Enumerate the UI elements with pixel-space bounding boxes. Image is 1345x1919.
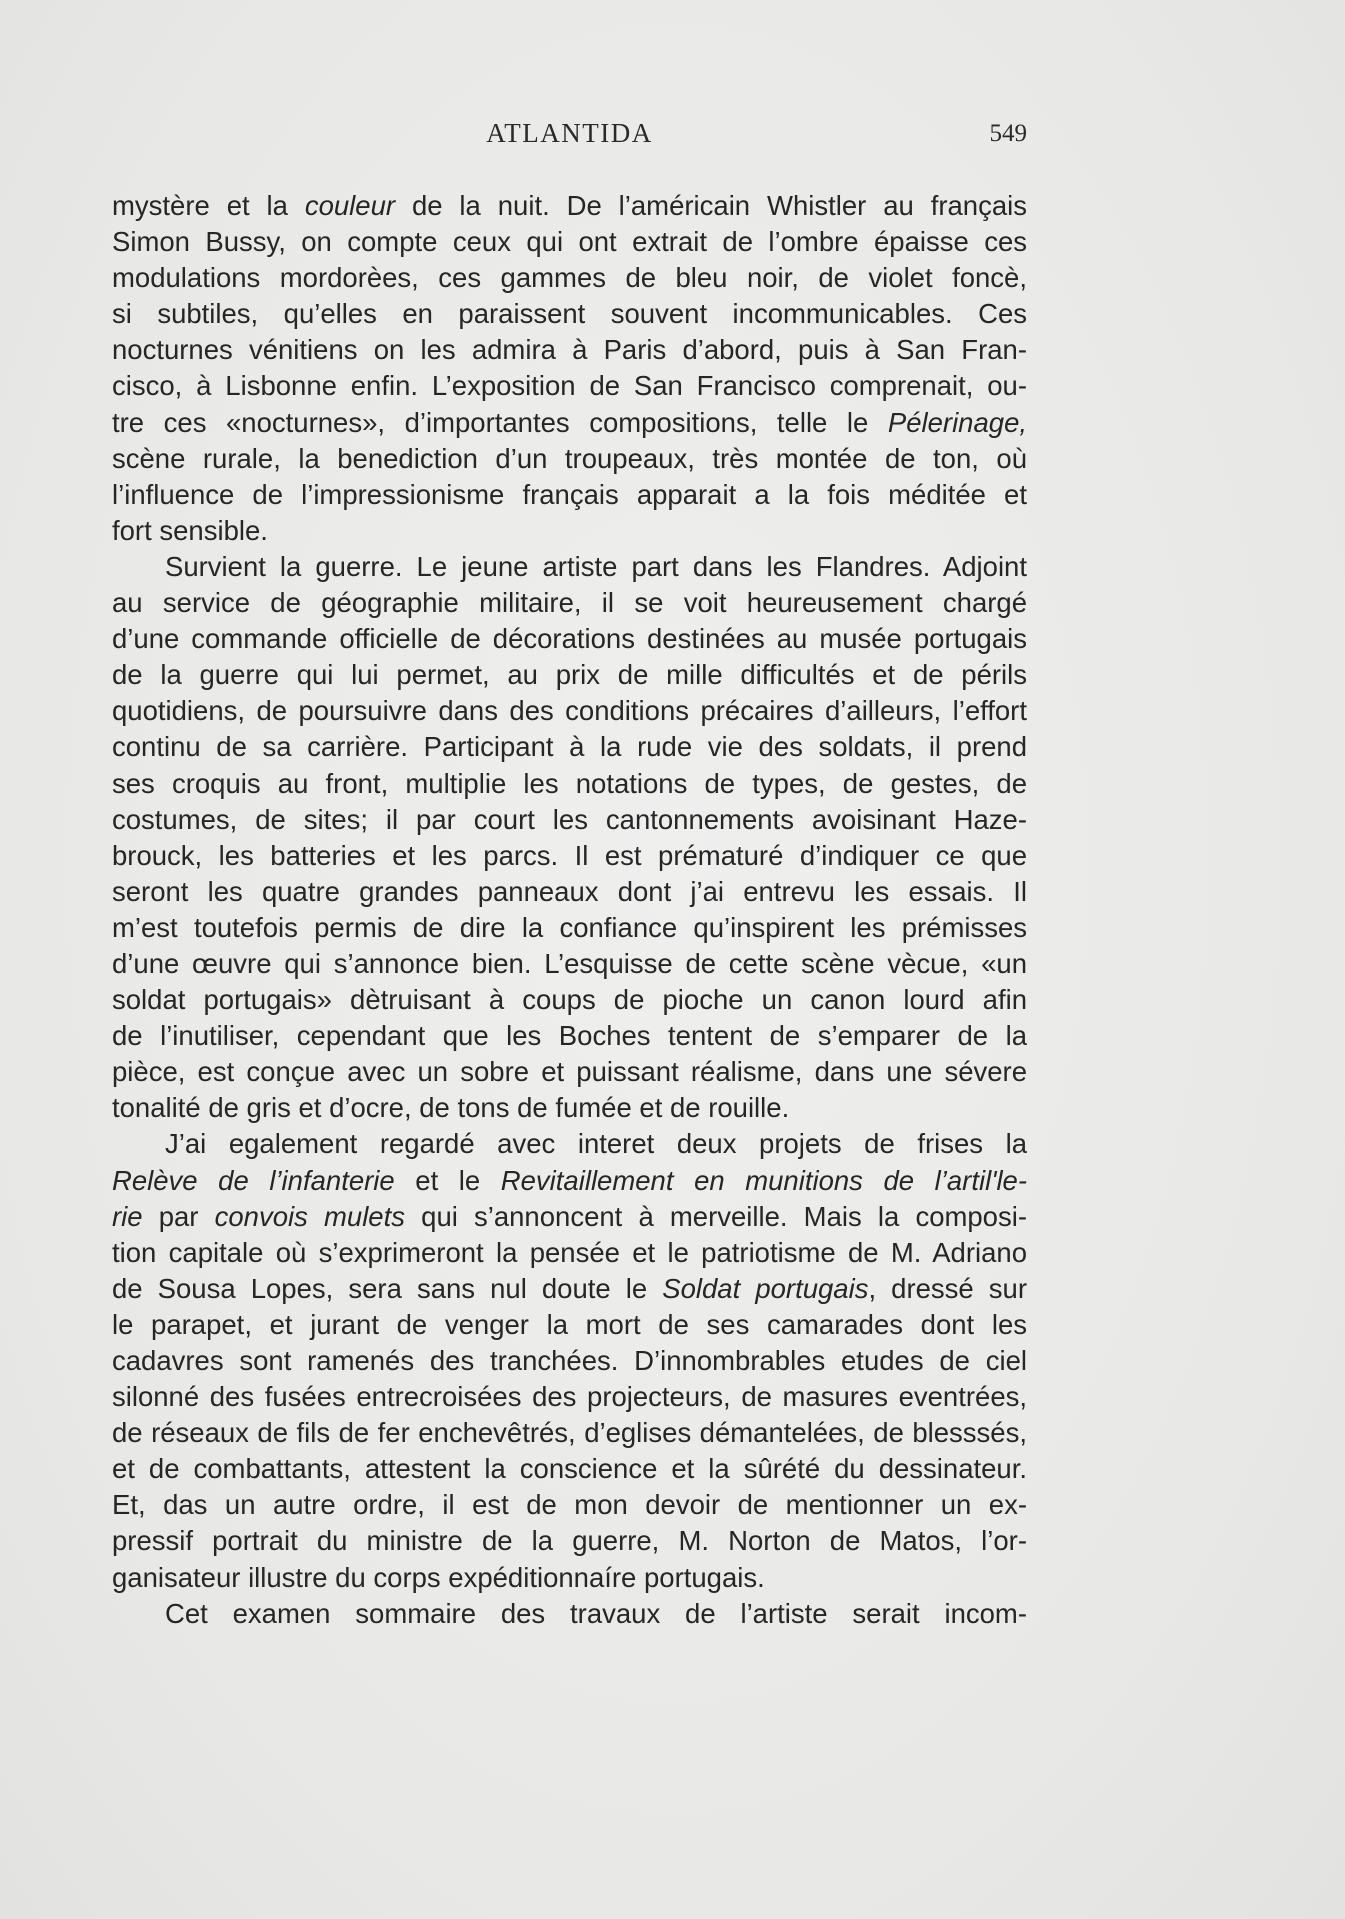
text-line: de réseaux de fils de fer enchevêtrés, d’eglises démantelées, de blesssés,	[112, 1417, 1027, 1449]
text-line: nocturnes vénitiens on les admira à Paris d’abord, puis à San Fran-	[112, 334, 1027, 366]
text-line: silonné des fusées entrecroisées des projecteurs, de masures eventrées,	[112, 1381, 1027, 1413]
text-line: Cet examen sommaire des travaux de l’artiste serait incom-	[165, 1597, 1027, 1629]
running-title: ATLANTIDA	[486, 118, 653, 148]
text-line: rie par convois mulets qui s’annoncent à merveille. Mais la composi-	[112, 1200, 1027, 1232]
text-line: de la guerre qui lui permet, au prix de mille difficultés et de périls	[112, 659, 1027, 691]
text-line: Survient la guerre. Le jeune artiste part dans les Flandres. Adjoint	[165, 550, 1027, 582]
text-line: mystère et la couleur de la nuit. De l’américain Whistler au français	[112, 190, 1027, 221]
text-line: au service de géographie militaire, il se voit heureusement chargé	[112, 587, 1027, 619]
text-line: m’est toutefois permis de dire la confiance qu’inspirent les prémisses	[112, 911, 1027, 943]
text-line: si subtiles, qu’elles en paraissent souvent incommunicables. Ces	[112, 298, 1027, 330]
text-line: Relève de l’infanterie et le Revitaillement en munitions de l’artil'le-	[112, 1164, 1028, 1196]
text-line: Et, das un autre ordre, il est de mon devoir de mentionner un ex-	[112, 1489, 1027, 1521]
text-line: scène rurale, la benediction d’un troupeaux, très montée de ton, où	[112, 442, 1027, 474]
text-line: de l’inutiliser, cependant que les Boches tentent de s’emparer de la	[112, 1020, 1027, 1052]
text-line: tre ces «nocturnes», d’importantes compositions, telle le Pélerinage,	[112, 406, 1027, 438]
text-line: brouck, les batteries et les parcs. Il est prématuré d’indiquer ce que	[112, 839, 1027, 871]
text-line: de Sousa Lopes, sera sans nul doute le Soldat portugais, dressé sur	[112, 1272, 1027, 1304]
text-line: seront les quatre grandes panneaux dont j’ai entrevu les essais. Il	[112, 875, 1027, 907]
text-line: costumes, de sites; il par court les cantonnements avoisinant Haze-	[112, 803, 1027, 835]
text-line: ganisateur illustre du corps expéditionnaíre portugais.	[112, 1561, 765, 1593]
text-line: tonalité de gris et d’ocre, de tons de fumée et de rouille.	[112, 1092, 790, 1124]
text-line: Simon Bussy, on compte ceux qui ont extrait de l’ombre épaisse ces	[112, 226, 1027, 258]
text-line: le parapet, et jurant de venger la mort de ses camarades dont les	[112, 1308, 1027, 1340]
text-line: d’une commande officielle de décorations destinées au musée portugais	[112, 623, 1027, 655]
text-line: et de combattants, attestent la conscience et la sûrété du dessinateur.	[112, 1453, 1027, 1485]
text-line: d’une œuvre qui s’annonce bien. L’esquisse de cette scène vècue, «un	[112, 947, 1027, 979]
text-line: cadavres sont ramenés des tranchées. D’innombrables etudes de ciel	[112, 1345, 1027, 1376]
text-line: pressif portrait du ministre de la guerre, M. Norton de Matos, l’or-	[112, 1525, 1027, 1557]
text-line: soldat portugais» dètruisant à coups de pioche un canon lourd afin	[112, 984, 1027, 1016]
text-line: tion capitale où s’exprimeront la pensée et le patriotisme de M. Adriano	[112, 1236, 1027, 1268]
page-number: 549	[989, 120, 1027, 147]
text-line: fort sensible.	[112, 514, 268, 546]
text-line: cisco, à Lisbonne enfin. L’exposition de San Francisco comprenait, ou-	[112, 370, 1027, 402]
text-line: continu de sa carrière. Participant à la rude vie des soldats, il prend	[112, 731, 1027, 763]
body-text	[112, 188, 1027, 1632]
text-line: J’ai egalement regardé avec interet deux projets de frises la	[165, 1128, 1027, 1160]
text-line: pièce, est conçue avec un sobre et puissant réalisme, dans une sévere	[112, 1056, 1027, 1088]
text-line: quotidiens, de poursuivre dans des conditions précaires d’ailleurs, l’effort	[112, 695, 1027, 727]
text-line: modulations mordorèes, ces gammes de bleu noir, de violet foncè,	[112, 262, 1027, 294]
text-line: l’influence de l’impressionisme français apparait a la fois méditée et	[112, 478, 1027, 510]
running-header	[112, 118, 1027, 154]
text-line: ses croquis au front, multiplie les notations de types, de gestes, de	[112, 767, 1027, 799]
